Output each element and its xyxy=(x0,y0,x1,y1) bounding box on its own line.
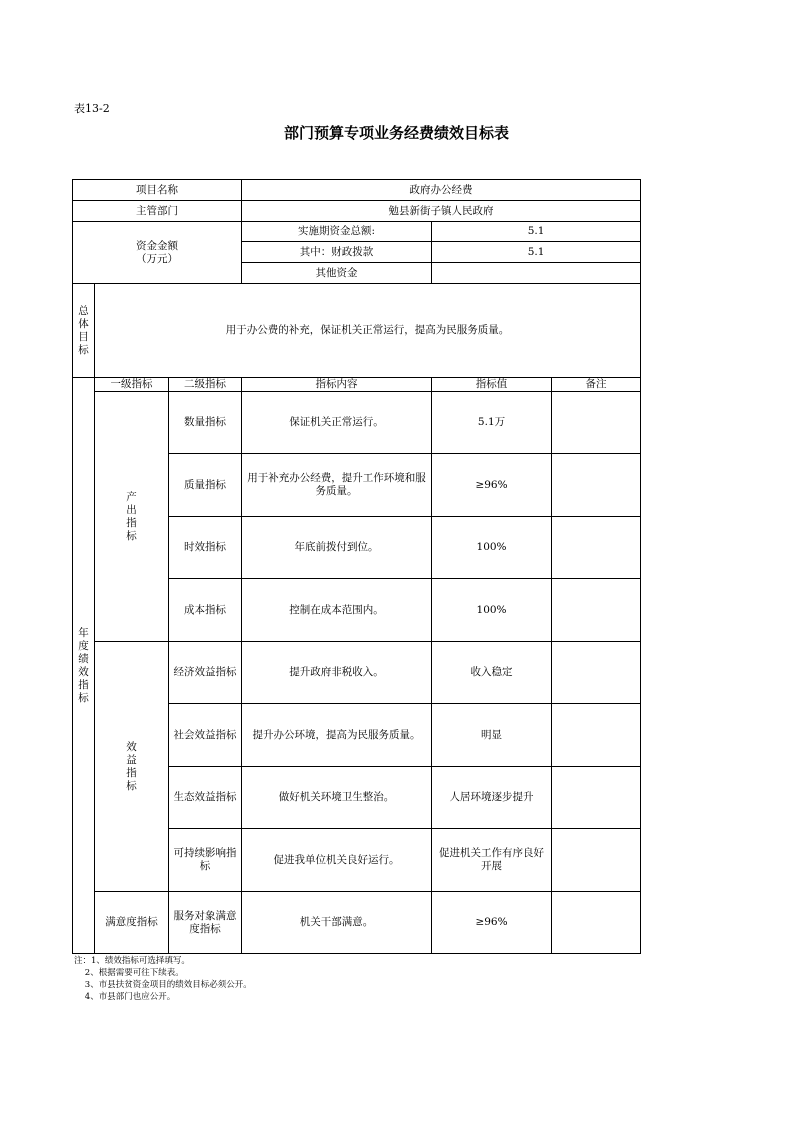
fund-amount-label xyxy=(73,222,242,284)
department-value: 勉县新街子镇人民政府 xyxy=(242,201,641,222)
content-cell: 提升办公环境，提高为民服务质量。 xyxy=(242,704,432,767)
overall-goal-label: 总体目标 xyxy=(73,284,95,378)
header-level1: 一级指标 xyxy=(95,378,169,392)
value-cell: 明显 xyxy=(432,704,552,767)
footnote-line: 3、市县扶贫资金项目的绩效目标必须公开。 xyxy=(74,980,252,990)
annual-indicator-label: 年度绩效指标 xyxy=(73,378,95,954)
content-cell: 保证机关正常运行。 xyxy=(242,392,432,454)
level1-output: 产出指标 xyxy=(95,392,169,642)
level1-benefit: 效益指标 xyxy=(95,642,169,892)
note-cell xyxy=(552,767,641,829)
level2-cell: 质量指标 xyxy=(169,454,242,517)
total-fund-value: 5.1 xyxy=(432,222,641,242)
content-cell: 机关干部满意。 xyxy=(242,892,432,954)
fund-amount-title: 资金金额 xyxy=(136,239,179,252)
footnote-line: 4、市县部门也应公开。 xyxy=(74,992,176,1002)
header-content: 指标内容 xyxy=(242,378,432,392)
value-cell: 促进机关工作有序良好开展 xyxy=(432,829,552,892)
note-cell xyxy=(552,392,641,454)
content-cell: 提升政府非税收入。 xyxy=(242,642,432,704)
content-cell: 做好机关环境卫生整治。 xyxy=(242,767,432,829)
level2-cell: 经济效益指标 xyxy=(169,642,242,704)
project-name-value: 政府办公经费 xyxy=(242,180,641,201)
value-cell: 100% xyxy=(432,517,552,579)
content-cell: 用于补充办公经费，提升工作环境和服务质量。 xyxy=(242,454,432,517)
value-cell: 收入稳定 xyxy=(432,642,552,704)
note-cell xyxy=(552,454,641,517)
level2-cell: 数量指标 xyxy=(169,392,242,454)
level2-cell: 成本指标 xyxy=(169,579,242,642)
fiscal-fund-label: 其中：财政拨款 xyxy=(242,242,432,263)
note-cell xyxy=(552,829,641,892)
header-level2: 二级指标 xyxy=(169,378,242,392)
value-cell: ≥96% xyxy=(432,892,552,954)
value-cell: 人居环境逐步提升 xyxy=(432,767,552,829)
value-cell: 100% xyxy=(432,579,552,642)
project-name-label: 项目名称 xyxy=(73,180,242,201)
content-cell: 控制在成本范围内。 xyxy=(242,579,432,642)
level2-cell: 社会效益指标 xyxy=(169,704,242,767)
footnote-line: 注：1、绩效指标可选择填写。 xyxy=(74,956,190,966)
fund-amount-unit: （万元） xyxy=(136,252,179,265)
department-label: 主管部门 xyxy=(73,201,242,222)
level2-cell: 生态效益指标 xyxy=(169,767,242,829)
value-cell: ≥96% xyxy=(432,454,552,517)
note-cell xyxy=(552,704,641,767)
note-cell xyxy=(552,579,641,642)
content-cell: 年底前拨付到位。 xyxy=(242,517,432,579)
note-cell xyxy=(552,642,641,704)
total-fund-label: 实施期资金总额: xyxy=(242,222,432,242)
page-title: 部门预算专项业务经费绩效目标表 xyxy=(283,124,509,142)
other-fund-label: 其他资金 xyxy=(242,263,432,284)
level1-satisfaction: 满意度指标 xyxy=(95,892,169,954)
footnotes xyxy=(74,955,252,1003)
level2-cell: 时效指标 xyxy=(169,517,242,579)
performance-target-table xyxy=(72,179,641,954)
note-cell xyxy=(552,517,641,579)
other-fund-value xyxy=(432,263,641,284)
note-cell xyxy=(552,892,641,954)
table-number: 表13-2 xyxy=(74,102,110,115)
value-cell: 5.1万 xyxy=(432,392,552,454)
footnote-line: 2、根据需要可往下续表。 xyxy=(74,968,184,978)
header-note: 备注 xyxy=(552,378,641,392)
header-value: 指标值 xyxy=(432,378,552,392)
overall-goal-text: 用于办公费的补充，保证机关正常运行，提高为民服务质量。 xyxy=(95,284,641,378)
level2-cell: 可持续影响指标 xyxy=(169,829,242,892)
fiscal-fund-value: 5.1 xyxy=(432,242,641,263)
content-cell: 促进我单位机关良好运行。 xyxy=(242,829,432,892)
level2-cell: 服务对象满意度指标 xyxy=(169,892,242,954)
